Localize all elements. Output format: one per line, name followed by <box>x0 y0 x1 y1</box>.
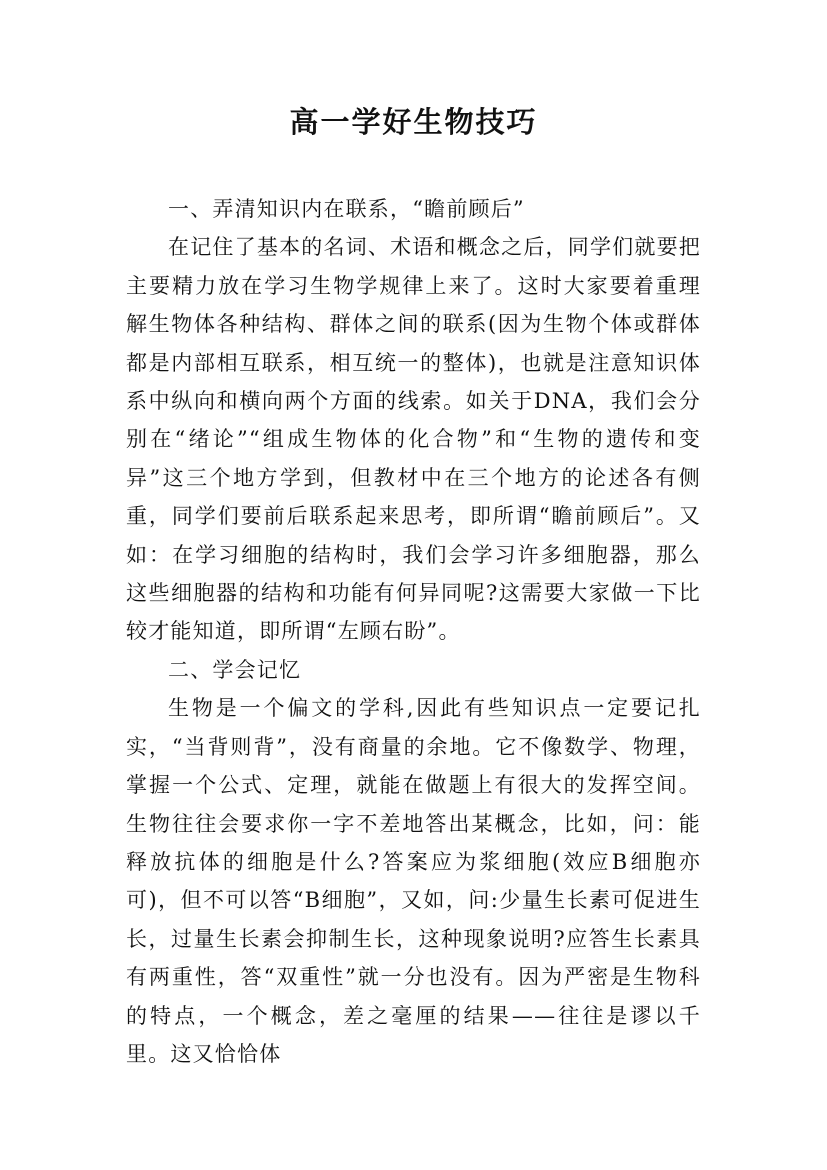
section-heading-2: 二、学会记忆 <box>168 657 302 682</box>
body-paragraph-2: 生物是一个偏文的学科,因此有些知识点一定要记扎实，“当背则背”，没有商量的余地。它不像数学、物理，掌握一个公式、定理，就能在做题上有很大的发挥空间。生物往往会要求你一字不差地答出某概念，比如，问：能释放抗体的细胞是什么?答案应为浆细胞(效应B细胞亦可)，但不可以答“B细胞”，又如，问:少量生长素可促进生长，过量生长素会抑制生长，这种现象说明?应答生长素具有两重性，答“双重性”就一分也没有。因为严密是生物科的特点，一个概念，差之毫厘的结果——往往是谬以千里。这又恰恰体 <box>126 696 701 1066</box>
section-heading-1: 一、弄清知识内在联系，“瞻前顾后” <box>168 197 525 221</box>
document-body <box>126 190 701 1073</box>
body-paragraph-1: 在记住了基本的名词、术语和概念之后，同学们就要把主要精力放在学习生物学规律上来了。这时大家要着重理解生物体各种结构、群体之间的联系(因为生物个体或群体都是内部相互联系，相互统一的整体)，也就是注意知识体系中纵向和横向两个方面的线索。如关于DNA，我们会分别在“绪论”“组成生物体的化合物”和“生物的遗传和变异”这三个地方学到，但教材中在三个地方的论述各有侧重，同学们要前后联系起来思考，即所谓“瞻前顾后”。又如：在学习细胞的结构时，我们会学习许多细胞器，那么这些细胞器的结构和功能有何异同呢?这需要大家做一下比较才能知道，即所谓“左顾右盼”。 <box>126 235 701 644</box>
document-title: 高一学好生物技巧 <box>289 105 538 139</box>
